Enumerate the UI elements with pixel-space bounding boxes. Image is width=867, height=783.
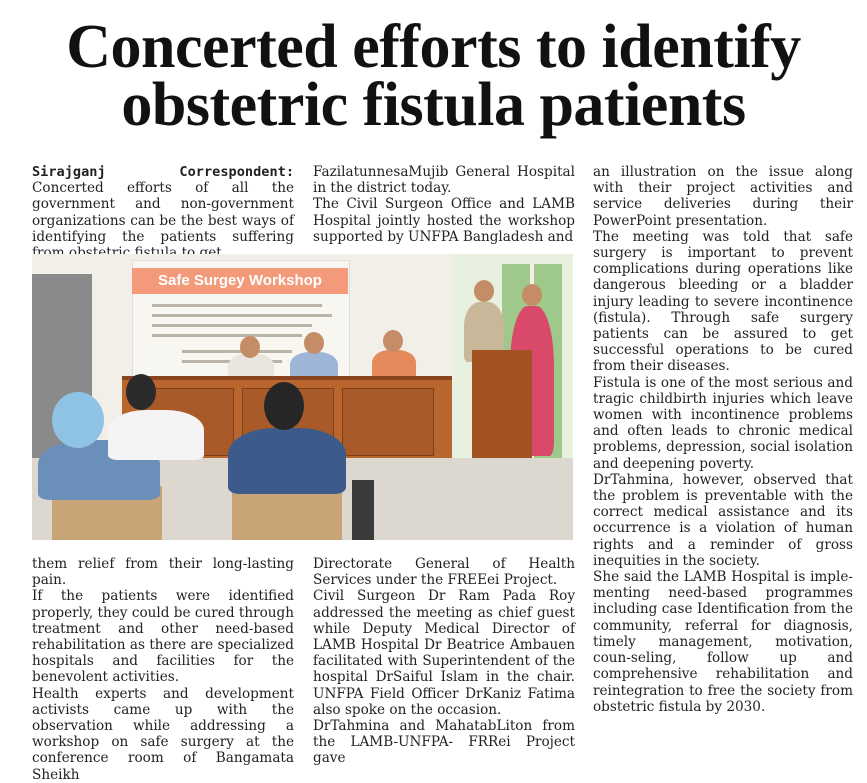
banner-text-line: [152, 324, 312, 327]
paragraph: The Civil Surgeon Office and LAMB Hospital jointly hosted the workshop supported by UNFPA Bangladesh and: [313, 196, 575, 245]
paragraph: Directorate General of Health Services under the FREEei Project.: [313, 556, 575, 589]
headline: [0, 13, 867, 139]
guest-head: [240, 336, 260, 358]
paragraph: them relief from their long-lasting pain.: [32, 556, 294, 589]
guest-head: [304, 332, 324, 354]
paragraph: Fistula is one of the most serious and tragic childbirth injuries which leave women with incontinence problems and often leads to chronic medical problems, depression, social isolation and deepening poverty.: [593, 374, 853, 472]
paragraph: If the patients were identified properly, they could be cured through treatment and other need-based rehabilitation as there are specialized hospitals and facilities for the benevolent activities.: [32, 588, 294, 686]
presenter-head: [522, 284, 542, 306]
banner-text-line: [182, 350, 292, 353]
paragraph: Civil Surgeon Dr Ram Pada Roy addressed the meeting as chief guest while Deputy Medical Director of LAMB Hospital Dr Beatrice Ambauen facilitated with Superintendent of the hospital DrSaiful Islam in the chair. UNFPA Field Officer DrKaniz Fatima also spoke on the occasion.: [313, 588, 575, 718]
banner-text-line: [152, 334, 302, 337]
column-2-top: [313, 164, 575, 245]
paragraph: Health experts and development activists came up with the observation while addressing a workshop on safe surgery at the conference room of Bangamata Sheikh: [32, 685, 294, 783]
guest-head: [383, 330, 403, 352]
audience-head: [264, 382, 304, 430]
headline-line-1: Concerted efforts to identify: [66, 13, 801, 81]
audience-chair: [352, 480, 374, 540]
paragraph: DrTahmina and MahatabLiton from the LAMB-UNFPA- FRRei Project gave: [313, 718, 575, 767]
headline-line-2: obstetric fistula patients: [121, 71, 746, 139]
banner-text-line: [152, 304, 322, 307]
paragraph: The meeting was told that safe surgery is important to prevent complications during operations like dangerous bleeding or a bladder injury leading to severe incontinence (fistula). Through safe surgery patients can be assured to get successful operations to be cured from their diseases.: [593, 228, 853, 375]
podium: [472, 350, 532, 460]
lead-text: Concerted efforts of all the government and non-government organizations can be the best ways of identifying the patients suffering: [32, 180, 294, 245]
paragraph: DrTahmina, however, observed that the problem is preventable with the correct medical assistance and its occurrence is a violation of human rights and a reminder of gross inequities in the society.: [593, 471, 853, 569]
workshop-photo: [32, 254, 573, 540]
audience-head: [126, 374, 156, 410]
table-panel: [342, 388, 434, 456]
column-2-bottom: [313, 556, 575, 767]
paragraph: an illustration on the issue along with their project activities and service deliveries during their PowerPoint presentation.: [593, 164, 853, 229]
presenter-head: [474, 280, 494, 302]
lead-paragraph: [32, 164, 294, 261]
column-1-top: [32, 164, 294, 261]
audience-head: [52, 392, 104, 448]
audience-figure: [108, 410, 204, 460]
column-1-bottom: [32, 556, 294, 783]
banner-text-line: [152, 314, 332, 317]
column-3: [593, 164, 853, 715]
byline: Sirajganj Correspondent:: [32, 164, 294, 180]
audience-figure: [228, 428, 346, 494]
paragraph: FazilatunnesaMujib General Hospital in the district today.: [313, 164, 575, 197]
photo-banner-title: Safe Surgey Workshop: [132, 268, 348, 294]
paragraph: She said the LAMB Hospital is imple-menting need-based programmes including case Identification from the community, referral for diagnosis, timely management, motivation, coun-seling, follow up and comprehensive rehabilitation and reintegration to free the society from obstetric fistula by 2030.: [593, 569, 853, 715]
